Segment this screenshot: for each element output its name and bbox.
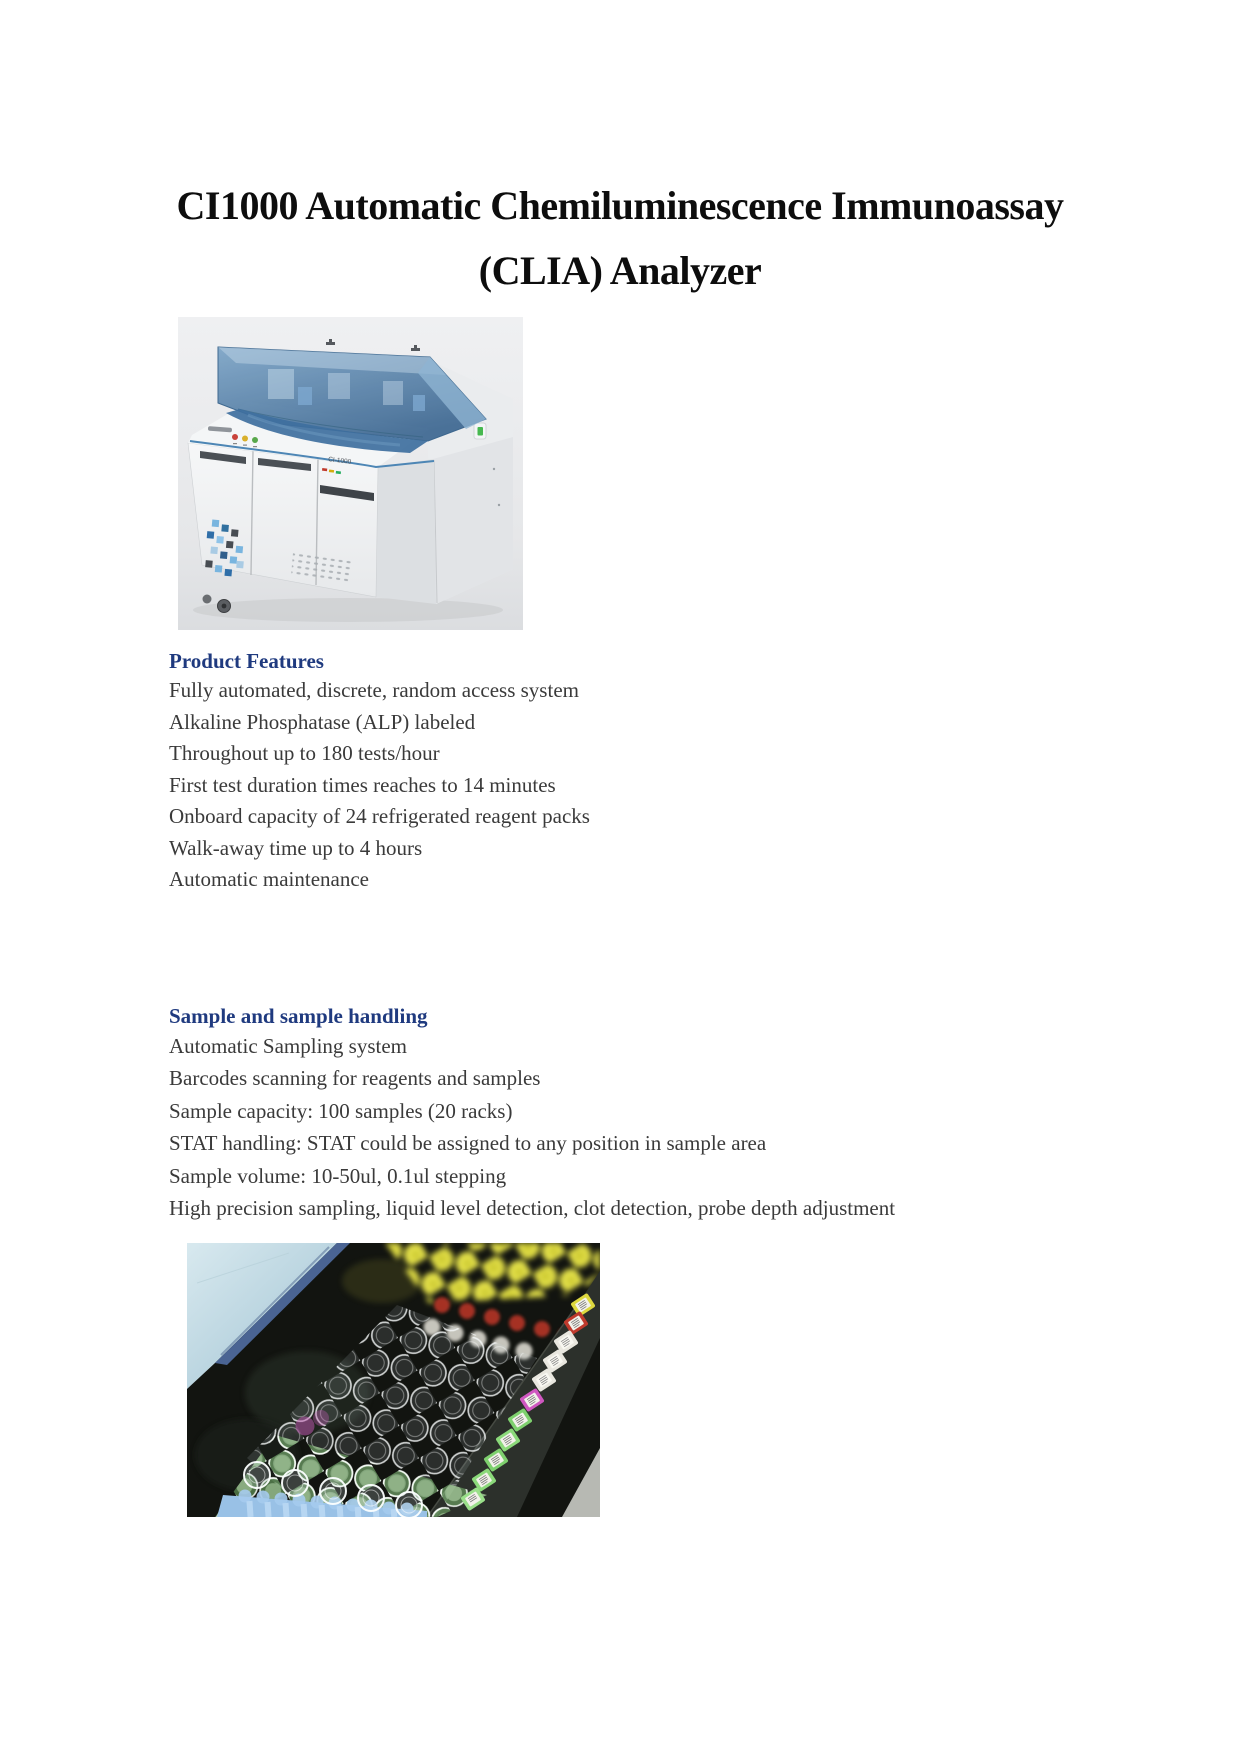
page-title-line-2: (CLIA) Analyzer: [478, 248, 762, 293]
model-label: CI-1000: [327, 456, 352, 466]
magenta-sample: [296, 1417, 315, 1436]
spec-item: Sample capacity: 100 samples (20 racks): [169, 1098, 513, 1123]
feature-item: Throughout up to 180 tests/hour: [169, 741, 440, 765]
analyzer-photo: [178, 317, 523, 630]
spec-item: STAT handling: STAT could be assigned to any position in sample area: [169, 1131, 767, 1156]
product-features-list: [169, 675, 1089, 896]
feature-item: First test duration times reaches to 14 minutes: [169, 772, 556, 797]
feature-item: Automatic maintenance: [169, 867, 370, 891]
sample-handling-list: [169, 1030, 1089, 1224]
spec-item: High precision sampling, liquid level detection, clot detection, probe depth adjustment: [169, 1196, 896, 1221]
magenta-sample: [313, 1410, 329, 1426]
spec-item: Automatic Sampling system: [169, 1034, 407, 1058]
feature-item: Onboard capacity of 24 refrigerated reagent packs: [169, 804, 590, 828]
spec-item: Sample volume: 10-50ul, 0.1ul stepping: [169, 1163, 507, 1188]
analyzer-photo-illustration: [178, 317, 523, 630]
power-button: [478, 427, 484, 436]
feature-item: Walk-away time up to 4 hours: [169, 835, 423, 860]
section-heading-product-features: Product Features: [169, 649, 324, 673]
feature-item: Alkaline Phosphatase (ALP) labeled: [169, 709, 476, 734]
spec-item: Barcodes scanning for reagents and samples: [169, 1066, 541, 1091]
section-heading-sample-handling: Sample and sample handling: [169, 1004, 428, 1028]
samples-photo: [187, 1243, 600, 1517]
page-title-line-1: CI1000 Automatic Chemiluminescence Immunoassay: [176, 183, 1064, 228]
feature-item: Fully automated, discrete, random access system: [169, 678, 579, 702]
sample-cups-illustration: [187, 1243, 600, 1517]
